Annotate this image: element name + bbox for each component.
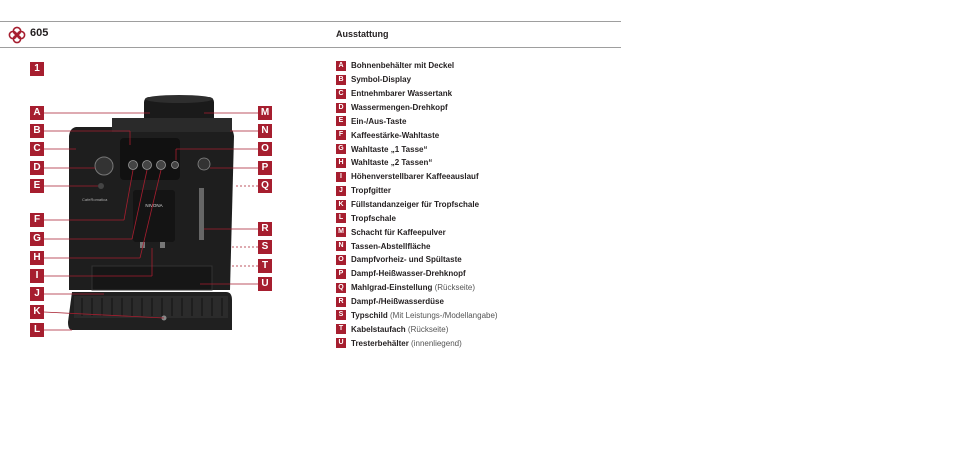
water-amount-knob (95, 157, 113, 175)
callout-tag-h: H (30, 251, 44, 265)
legend-letter: A (336, 61, 346, 71)
legend-letter: E (336, 116, 346, 126)
callout-tag-m: M (258, 106, 272, 120)
legend-letter: M (336, 227, 346, 237)
callout-tag-q: Q (258, 179, 272, 193)
control-panel (120, 138, 180, 180)
legend-item (336, 211, 636, 225)
legend-label-wrap (351, 75, 411, 84)
legend-item (336, 170, 636, 184)
legend-label-wrap (351, 145, 427, 154)
legend-item (336, 295, 636, 309)
legend-label: Dampf-Heißwasser-Drehknopf (351, 269, 466, 279)
legend-label-wrap (351, 131, 439, 140)
legend-letter: Q (336, 283, 346, 293)
strength-button (129, 161, 138, 170)
legend-label: Mahlgrad-Einstellung (351, 283, 433, 293)
legend-item (336, 253, 636, 267)
legend-label: Tresterbehälter (351, 338, 409, 348)
two-cups-button (157, 161, 166, 170)
callout-tag-t: T (258, 259, 272, 273)
legend-label-wrap (351, 172, 479, 181)
legend-label-wrap (351, 297, 444, 306)
legend-label-wrap (351, 158, 432, 167)
legend-item (336, 308, 636, 322)
legend-label: Dampf-/Heißwasserdüse (351, 297, 444, 307)
legend-note: (Mit Leistungs-/Modellangabe) (389, 310, 498, 320)
callout-tag-s: S (258, 240, 272, 254)
legend-label: Wassermengen-Drehkopf (351, 103, 448, 112)
legend-letter: T (336, 324, 346, 334)
legend-label: Ein-/Aus-Taste (351, 116, 407, 126)
legend-label-wrap (351, 214, 396, 223)
legend-label: Tropfschale (351, 213, 396, 223)
legend-letter: U (336, 338, 346, 348)
legend-list (336, 59, 636, 350)
legend-item (336, 59, 636, 73)
legend-label-wrap (351, 61, 454, 70)
legend-label-wrap (351, 325, 448, 334)
legend-label-wrap (351, 269, 466, 278)
cup-tray-top (112, 118, 232, 132)
callout-tag-k: K (30, 305, 44, 319)
legend-label: Schacht für Kaffeepulver (351, 227, 446, 237)
power-button (98, 183, 104, 189)
legend-letter: F (336, 130, 346, 140)
legend-label: Füllstandanzeiger für Tropfschale (351, 200, 480, 210)
side-text: CafeRomatica (82, 197, 108, 202)
legend-letter: R (336, 297, 346, 307)
legend-letter: P (336, 269, 346, 279)
legend-label-wrap (351, 103, 448, 112)
legend-label: Wahltaste „2 Tassen“ (351, 158, 433, 168)
legend-item (336, 114, 636, 128)
legend-letter: S (336, 310, 346, 320)
figure-number: 1 (30, 62, 44, 76)
legend-label-wrap (351, 89, 452, 98)
legend-letter: O (336, 255, 346, 265)
callout-tag-i: I (30, 269, 44, 283)
legend-label-wrap (351, 186, 391, 195)
legend-label-wrap (351, 283, 475, 292)
legend-item (336, 184, 636, 198)
legend-label: Tropfgitter (351, 186, 391, 196)
one-cup-button (143, 161, 152, 170)
callout-tag-f: F (30, 213, 44, 227)
callout-tag-b: B (30, 124, 44, 138)
legend-letter: L (336, 213, 346, 223)
callout-tag-c: C (30, 142, 44, 156)
legend-label: Tassen-Abstellfläche (351, 241, 431, 251)
legend-letter: C (336, 89, 346, 99)
legend-letter: N (336, 241, 346, 251)
legend-letter: H (336, 158, 346, 168)
legend-label-wrap (351, 117, 406, 126)
legend-label: Symbol-Display (351, 75, 412, 85)
steam-wand (199, 188, 204, 240)
legend-label: Dampfvorheiz- und Spültaste (351, 255, 462, 265)
legend-item (336, 101, 636, 115)
coffee-machine-illustration (0, 0, 330, 461)
legend-label: Entnehmbarer Wassertank (351, 89, 453, 99)
legend-label: Bohnenbehälter mit Deckel (351, 61, 455, 71)
legend-item (336, 239, 636, 253)
legend-item (336, 281, 636, 295)
legend-note: (Rückseite) (407, 324, 449, 334)
legend-label: Kabelstaufach (351, 324, 406, 334)
callout-tag-l: L (30, 323, 44, 337)
callout-tag-d: D (30, 161, 44, 175)
callout-tag-u: U (258, 277, 272, 291)
steam-preheat-button (172, 162, 179, 169)
section-title: Ausstattung (336, 29, 389, 39)
legend-label-wrap (351, 200, 479, 209)
legend-label-wrap (351, 242, 430, 251)
legend-letter: J (336, 186, 346, 196)
steam-knob (198, 158, 210, 170)
callout-tag-j: J (30, 287, 44, 301)
callout-tag-a: A (30, 106, 44, 120)
legend-note: (innenliegend) (411, 338, 462, 348)
legend-item (336, 267, 636, 281)
legend-label: Typschild (351, 310, 388, 320)
legend-item (336, 198, 636, 212)
legend-label-wrap (351, 255, 462, 264)
legend-item (336, 73, 636, 87)
legend-note: (Rückseite) (434, 283, 476, 293)
legend-item (336, 225, 636, 239)
callout-tag-o: O (258, 142, 272, 156)
legend-label-wrap (351, 228, 446, 237)
callout-tag-e: E (30, 179, 44, 193)
legend-item (336, 322, 636, 336)
callout-tag-p: P (258, 161, 272, 175)
legend-letter: G (336, 144, 346, 154)
hopper-lid (145, 95, 213, 103)
legend-label-wrap (351, 311, 498, 320)
legend-label: Höhenverstellbarer Kaffeeauslauf (351, 172, 479, 182)
legend-letter: I (336, 172, 346, 182)
legend-letter: K (336, 200, 346, 210)
legend-letter: D (336, 103, 346, 113)
callout-tag-n: N (258, 124, 272, 138)
legend-label: Wahltaste „1 Tasse“ (351, 144, 428, 154)
legend-label: Kaffeestärke-Wahltaste (351, 130, 440, 140)
callout-tag-r: R (258, 222, 272, 236)
legend-label-wrap (351, 339, 462, 348)
legend-letter: B (336, 75, 346, 85)
legend-item (336, 87, 636, 101)
spout-nozzle-right (160, 242, 165, 248)
legend-item (336, 142, 636, 156)
brand-badge: NIVONA (145, 203, 163, 208)
legend-item (336, 128, 636, 142)
page-number: 605 (30, 27, 49, 39)
callout-tag-g: G (30, 232, 44, 246)
legend-item (336, 156, 636, 170)
legend-item (336, 336, 636, 350)
